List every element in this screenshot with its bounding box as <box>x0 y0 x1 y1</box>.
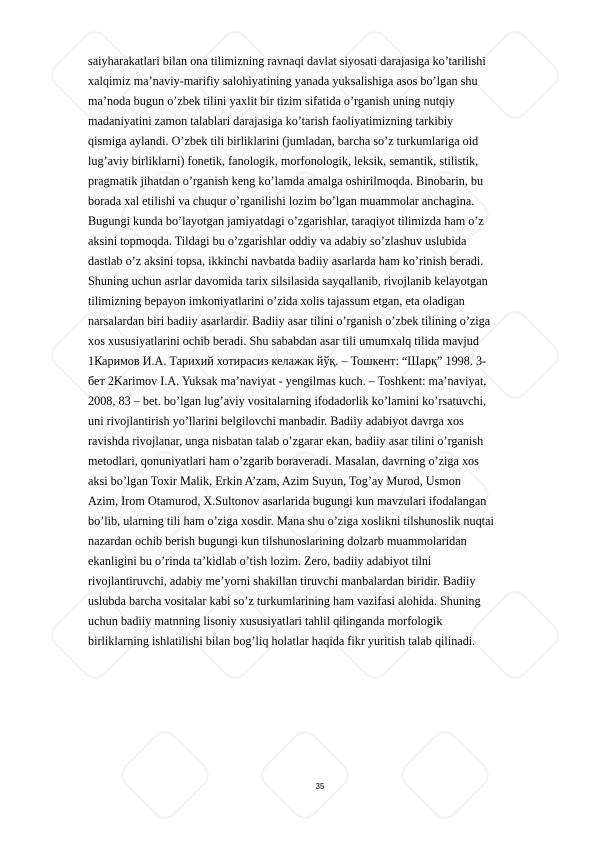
body-text <box>88 51 568 651</box>
text-line: dastlab o’z aksini topsa, ikkinchi navbatda badiiy asarlarda ham ko’rinish beradi. <box>88 254 484 268</box>
footnote-line: 1Каримов И.А. Тарихий хотирасиз келажак йўқ. – Тошкент: “Шарқ” 1998. 3- <box>88 354 487 368</box>
text-line: uni rivojlantirish yo’llarini belgilovchi manbadir. Badiiy adabiyot davrga xos <box>88 414 464 428</box>
watermark-shape <box>256 726 355 825</box>
text-line: rivojlantiruvchi, adabiy me’yorni shakillan tiruvchi manbalardan biridir. Badiiy <box>88 574 476 588</box>
footnote-line: бет 2Karimov I.A. Yuksak ma’naviyat - yengilmas kuch. – Toshkent: ma’naviyat, <box>88 374 487 388</box>
text-line: tilimizning bepayon imkoniyatlarini o’zida xolis tajassum etgan, eta oladigan <box>88 294 465 308</box>
text-line: aksini topmoqda. Tildagi bu o’zgarishlar oddiy va adabiy so’zlashuv uslubida <box>88 234 467 248</box>
text-line: uchun badiiy matnning lisoniy xususiyatlari tahlil qilinganda morfologik <box>88 614 443 628</box>
text-line: nazardan ochib berish bugungi kun tilshunoslarining dolzarb muammolaridan <box>88 534 467 548</box>
text-line: lug’aviy birliklarni) fonetik, fanologik, morfonologik, leksik, semantik, stilistik, <box>88 154 479 168</box>
text-line: narsalardan biri badiiy asarlardir. Badiiy asar tilini o’rganish o’zbek tilining o’ziga <box>88 314 491 328</box>
text-line: xalqimiz ma’naviy-marifiy salohiyatining yanada yuksalishiga asos bo’lgan shu <box>88 74 478 88</box>
text-line: borada xal etilishi va chuqur o’rganilishi lozim bo’lgan muammolar anchagina. <box>88 194 475 208</box>
text-line: uslubda barcha vositalar kabi so’z turkumlarining ham vazifasi alohida. Shuning <box>88 594 481 608</box>
text-line: madaniyatini zamon talablari darajasiga ko’tarish faoliyatimizning tarkibiy <box>88 114 454 128</box>
text-line: ravishda rivojlanar, unga nisbatan talab o’zgarar ekan, badiiy asar tilini o’rganish <box>88 434 484 448</box>
text-line: qismiga aylandi. O’zbek tili birliklarini (jumladan, barcha so’z turkumlariga oid <box>88 134 479 148</box>
text-line: Azim, Irom Otamurod, X.Sultonov asarlarida bugungi kun mavzulari ifodalangan <box>88 494 487 508</box>
text-line: Bugungi kunda bo’layotgan jamiyatdagi o’zgarishlar, taraqiyot tilimizda ham o’z <box>88 214 484 228</box>
text-line: pragmatik jihatdan o’rganish keng ko’lamda amalga oshirilmoqda. Binobarin, bu <box>88 174 484 188</box>
text-line: saiyharakatlari bilan ona tilimizning ravnaqi davlat siyosati darajasiga ko’tarilishi <box>88 54 486 68</box>
text-line: ma’noda bugun o’zbek tilini yaxlit bir tizim sifatida o’rganish uning nutqiy <box>88 94 455 108</box>
text-line: 2008, 83 – bet. bo’lgan lug’aviy vositalarning ifodadorlik ko’lamini ko’rsatuvchi, <box>88 394 487 408</box>
watermark-shape <box>396 726 495 825</box>
page-number: 35 <box>315 782 325 791</box>
text-line: metodlari, qonuniyatlari ham o’zgarib boraveradi. Masalan, davrning o’ziga xos <box>88 454 479 468</box>
text-line: xos xususiyatlarini ochib beradi. Shu sababdan asar tili umumxalq tilida mavjud <box>88 334 479 348</box>
text-line: ekanligini bu o’rinda ta’kidlab o’tish lozim. Zero, badiiy adabiyot tilni <box>88 554 432 568</box>
text-line: bo’lib, ularning tili ham o’ziga xosdir. Mana shu o’ziga xoslikni tilshunoslik nuqtai <box>88 514 494 528</box>
watermark-shape <box>116 726 215 825</box>
text-line: birliklarning ishlatilishi bilan bog’liq holatlar haqida fikr yuritish talab qilinadi. <box>88 634 476 648</box>
text-line: Shuning uchun asrlar davomida tarix silsilasida sayqallanib, rivojlanib kelayotgan <box>88 274 488 288</box>
text-line: aksi bo’lgan Toxir Malik, Erkin A’zam, Azim Suyun, Tog’ay Murod, Usmon <box>88 474 461 488</box>
